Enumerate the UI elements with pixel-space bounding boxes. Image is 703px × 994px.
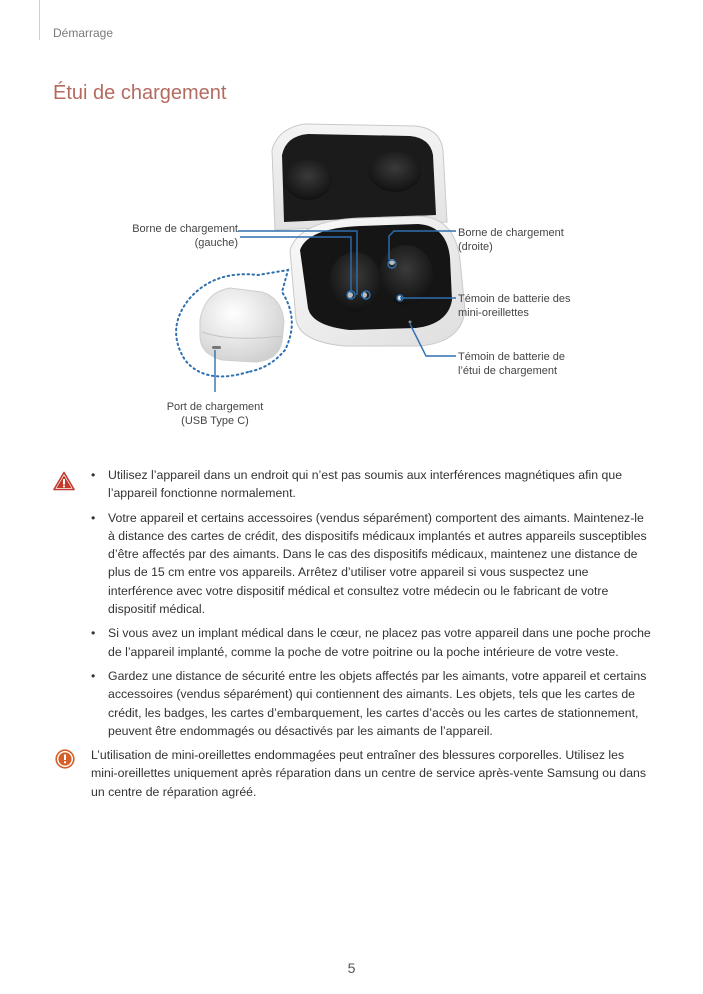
usb-c-port xyxy=(212,346,221,349)
lid-cup-right xyxy=(369,152,421,192)
callout-earbud-battery-indicator: Témoin de batterie des mini-oreillettes xyxy=(458,293,571,319)
callout-case-battery-indicator: Témoin de batterie de l’étui de chargement xyxy=(458,351,566,377)
lid-cup-left xyxy=(284,160,332,200)
closed-case xyxy=(200,288,284,362)
callout-charging-port: Port de chargement (USB Type C) xyxy=(166,401,264,427)
header-rule xyxy=(39,0,40,40)
charging-case-figure xyxy=(0,110,703,440)
page-title: Étui de chargement xyxy=(53,82,227,104)
list-item: • Si vous avez un implant médical dans le cœur, ne placez pas votre appareil dans une poche proche de l’appareil implanté, comme la poche de votre poitrine ou la poche intérieure de votre veste. xyxy=(91,624,653,661)
list-item: • Gardez une distance de sécurité entre les objets affectés par les aimants, votre appareil et certains accessoires (vendus séparément) qui contiennent des aimants. Les objets, tels que les cartes de crédit, les badges, les cartes d’embarquement, les cartes d’accès ou les cartes de stationnement, peuvent être endommagés ou désactivés par les aimants de l’appareil. xyxy=(91,667,653,740)
warning-block xyxy=(53,466,653,740)
charging-case-illustration xyxy=(0,110,703,440)
notes xyxy=(53,466,653,801)
warning-list xyxy=(91,466,653,740)
warning-triangle-icon xyxy=(53,471,75,491)
list-item: • Utilisez l’appareil dans un endroit qui n’est pas soumis aux interférences magnétiques afin que l’appareil fonctionne normalement. xyxy=(91,466,653,503)
base-cup-left xyxy=(329,252,381,312)
list-item: • Votre appareil et certains accessoires (vendus séparément) comportent des aimants. Maintenez-le à distance des cartes de crédit, des dispositifs médicaux implantés et autres appareils susceptibles d’être affectés par des aimants. Dans le cas des dispositifs médicaux, maintenez une distance de plus de 15 cm entre vos appareils. Arrêtez d’utiliser votre appareil si vous suspectez une interférence avec votre dispositif médical et consultez votre médecin ou le fabricant de votre dispositif médical. xyxy=(91,509,653,619)
callout-left-charging-pin: Borne de chargement (gauche) xyxy=(132,223,238,249)
caution-circle-icon xyxy=(55,749,75,769)
caution-text: L’utilisation de mini-oreillettes endommagées peut entraîner des blessures corporelles. Utilisez les mini-oreillettes uniquement après réparation dans un centre de service après-vente Samsung ou dans un centre de réparation agréé. xyxy=(91,748,647,799)
caution-block xyxy=(53,746,653,801)
page-number: 5 xyxy=(347,960,356,976)
callout-right-charging-pin: Borne de chargement (droite) xyxy=(458,227,564,253)
base-cup-right xyxy=(379,245,433,305)
section-label: Démarrage xyxy=(53,26,114,40)
